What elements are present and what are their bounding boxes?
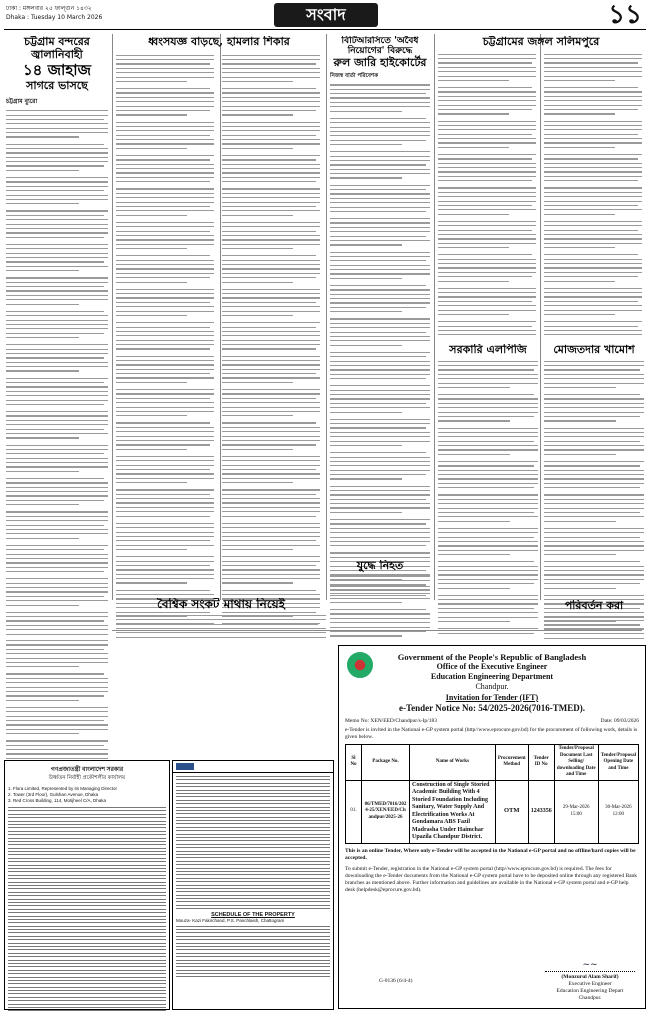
headline: বৈশ্বিক সংকট মাথায় নিয়েই bbox=[157, 598, 285, 611]
page-header bbox=[4, 2, 646, 30]
tender-ref: G-0136 (6/4-4) bbox=[379, 978, 413, 984]
memo-no: Memo No: XEN/EED/Chandpur/s-Ip/183 bbox=[345, 718, 437, 724]
newspaper-logo: সংবাদ bbox=[274, 3, 378, 27]
ad-body bbox=[5, 807, 169, 1013]
article-body bbox=[438, 54, 536, 336]
col-tender-id: Tender ID No bbox=[528, 745, 554, 781]
ad-item-1: 1. Flora Limited, Represented by its Managing Director bbox=[8, 786, 118, 791]
headline: সরকারি এলপিজি bbox=[449, 344, 527, 356]
article-chattogram-port bbox=[6, 36, 108, 636]
signatory-place: Chandpur. bbox=[578, 995, 602, 1001]
article-btrc bbox=[330, 36, 430, 596]
table-row bbox=[346, 780, 639, 843]
col-package: Package No. bbox=[362, 745, 410, 781]
article-body bbox=[544, 54, 642, 336]
byline: চট্টগ্রাম ব্যুরো bbox=[6, 98, 38, 106]
headline-main: ১৪ জাহাজ bbox=[22, 61, 92, 80]
article-body bbox=[544, 361, 644, 634]
cell-sl: 01. bbox=[346, 780, 362, 843]
headline: পরিবর্তন করা bbox=[564, 600, 624, 612]
tender-signature-block bbox=[545, 958, 635, 1002]
headline-kicker: চট্টগ্রাম বন্দরের জ্বালানিবাহী bbox=[24, 36, 90, 61]
col-method: Procurement Method bbox=[495, 745, 528, 781]
cell-tender-id: 1243356 bbox=[528, 780, 554, 843]
dateline-en: Dhaka : Tuesday 10 March 2026 bbox=[6, 14, 103, 21]
article-body bbox=[544, 616, 644, 639]
article-war-killed bbox=[330, 560, 430, 642]
cell-selling: 29-Mar-2026 15:00 bbox=[554, 780, 598, 843]
page-number: ১১ bbox=[608, 0, 642, 30]
col-selling: Tender/Proposal Document Last Selling/ downloading Date and Time bbox=[554, 745, 598, 781]
tender-notice bbox=[338, 645, 646, 1009]
article-body bbox=[330, 576, 430, 642]
article-body bbox=[6, 110, 108, 636]
column-rule bbox=[326, 34, 327, 600]
tender-office: Office of the Executive Engineer bbox=[436, 662, 548, 671]
article-continuation bbox=[6, 640, 108, 760]
schedule-subtitle: Mouza- Kazi Fakirchand, P.S. Panchlaish, Chattogram bbox=[176, 917, 285, 923]
memo-date: Date: 09/03/2026 bbox=[600, 718, 639, 724]
headline: চট্টগ্রামের জঙ্গল সলিমপুরে bbox=[482, 36, 600, 48]
article-sarkari-elpg bbox=[438, 344, 538, 634]
article-jongol-salimpur bbox=[438, 36, 644, 336]
tender-table-header bbox=[346, 745, 639, 781]
tender-gov: Government of the People's Republic of Bangladesh bbox=[397, 652, 587, 662]
article-body bbox=[330, 84, 430, 596]
headline-main: রুল জারি হাইকোর্টের bbox=[333, 55, 427, 69]
ad-body bbox=[173, 776, 333, 909]
article-global-crisis bbox=[116, 598, 326, 642]
col-opening: Tender/Proposal Opening Date and Time bbox=[598, 745, 638, 781]
cell-work: Construction of Single Storied Academic Building With 4 Storied Foundation Including Sanitary, Water Supply And Electrification Works At Gondamara ABS Fazil Madrasha Under Haimchar Upazila Chandpur District. bbox=[410, 780, 496, 843]
tender-place: Chandpur. bbox=[475, 682, 509, 691]
column-rule bbox=[434, 34, 435, 600]
ad-bank-header bbox=[173, 761, 333, 773]
signatory-title-2: Education Engineering Depart bbox=[556, 988, 624, 994]
article-body bbox=[116, 55, 214, 626]
col-sl: Sl No bbox=[346, 745, 362, 781]
tender-table bbox=[345, 744, 639, 844]
ad-title: গণপ্রজাতন্ত্রী বাংলাদেশ সরকার bbox=[50, 767, 124, 773]
article-change bbox=[544, 600, 644, 644]
article-body bbox=[6, 640, 108, 760]
ad-government-notice bbox=[4, 760, 170, 1010]
tender-footnote: This is an online Tender, Where only e-Tender will be accepted in the National e-GP portal and no offline/hard copies will be accepted. bbox=[345, 847, 636, 861]
headline-sub: সাগরে ভাসছে bbox=[26, 78, 88, 92]
article-body bbox=[222, 55, 320, 626]
tender-registration: To submit e-Tender, registration in the National e-GP system portal (http//www.eprocure.gov.bd) is required. The fees for downloading the e-Tender documents from the National e-GP system portal have to be deposited online through any registered Bank branches as mentioned above. Further information and guidelines are available in the National e-GP system portal and e-GP help desk (helpdesk@eprocure.gov.bd). bbox=[345, 865, 638, 893]
article-body bbox=[438, 361, 538, 634]
byline: নিজস্ব বার্তা পরিবেশক bbox=[330, 73, 379, 80]
dateline bbox=[6, 4, 102, 22]
article-body bbox=[116, 615, 326, 638]
col-works: Name of Works bbox=[410, 745, 496, 781]
dateline-bn: ঢাকা : মঙ্গলবার ২৫ ফাল্গুন ১৪৩২ bbox=[6, 5, 92, 12]
cell-package: 06/TMED/7016/2024-25/XEN/EED/Chandpur/2025-26 bbox=[362, 780, 410, 843]
article-destruction bbox=[116, 36, 322, 626]
ad-item-2: 2. Tower (3rd Floor), Gulshan Avenue, Dhaka bbox=[8, 792, 99, 797]
tender-notice-no: e-Tender Notice No: 54/2025-2026(7016-TMED). bbox=[399, 703, 585, 713]
ad-body bbox=[173, 926, 333, 978]
column-rule bbox=[112, 34, 113, 600]
signature-mark: ~~ bbox=[545, 958, 635, 972]
tender-dept: Education Engineering Department bbox=[430, 672, 554, 681]
bangladesh-emblem-icon bbox=[347, 652, 373, 678]
headline-kicker: বিটিআরসিতে 'অবৈধ নিয়োগের' বিরুদ্ধে bbox=[341, 36, 419, 57]
cell-opening: 30-Mar-2026 12:00 bbox=[598, 780, 638, 843]
headline: যুদ্ধে নিহত bbox=[356, 560, 404, 572]
headline: মোজতদার খামোশ bbox=[553, 344, 635, 356]
ad-subtitle: উর্ধ্বতন নির্বাহী প্রকৌশলীর কার্যালয় bbox=[48, 775, 126, 781]
headline: ধ্বংসযজ্ঞ বাড়ছে, হামলার শিকার bbox=[148, 36, 290, 48]
ad-bank-schedule bbox=[172, 760, 334, 1010]
ad-item-3: 3. Red Cross Building, 114, Motijheel C/A, Dhaka bbox=[8, 798, 106, 803]
article-mojutdar bbox=[544, 344, 644, 634]
bank-logo-icon bbox=[176, 763, 194, 770]
tender-intro: e-Tender is invited in the National e-GP system portal (http//www.eprocure.gov.bd) for the procurement of following work, details is given below. bbox=[345, 727, 638, 740]
signatory-name: (Monzurul Alam Sharif) bbox=[561, 974, 619, 980]
signatory-title-1: Executive Engineer bbox=[568, 981, 612, 987]
tender-memo bbox=[345, 717, 639, 725]
cell-method: OTM bbox=[495, 780, 528, 843]
tender-invitation: Invitation for Tender (IFT) bbox=[445, 693, 539, 702]
schedule-title: SCHEDULE OF THE PROPERTY bbox=[211, 911, 295, 918]
